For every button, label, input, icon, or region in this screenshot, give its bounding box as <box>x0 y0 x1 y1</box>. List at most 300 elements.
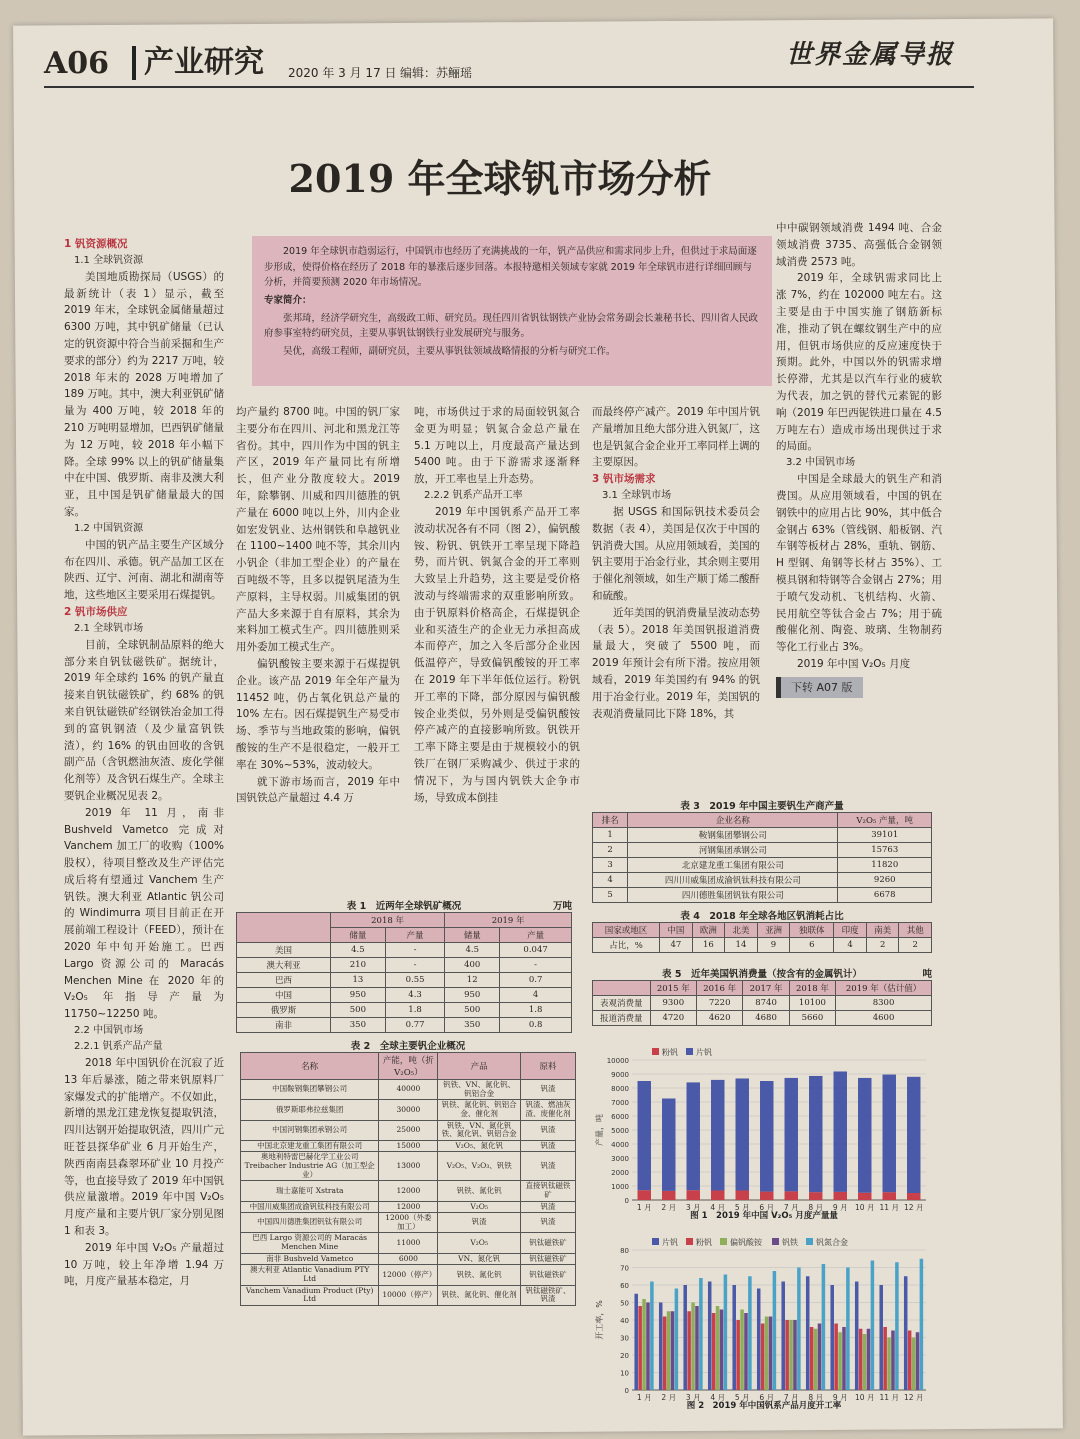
y-tick-label: 9000 <box>611 1071 629 1079</box>
table-row <box>241 1201 576 1213</box>
x-tick-label: 6 月 <box>759 1203 775 1212</box>
table-cell: 13 <box>330 973 385 988</box>
table-cell: 9300 <box>650 996 696 1011</box>
x-tick-label: 4 月 <box>710 1203 726 1212</box>
table-row <box>237 988 572 1003</box>
x-tick-label: 12 月 <box>904 1393 924 1402</box>
paragraph: 中国是全球最大的钒生产和消费国。从应用领域看，中国的钒在钢铁中的应用占比 90%，其中低合金钢占 63%（管线钢、船板钢、汽车钢等板材占 28%，重轨、钢筋、H 型钢、角钢等长材占 35%）、工模具钢和特钢等合金钢占 27%；用于喷气发动机、飞机结构、火箭、民用航空等钛合金占 7%；用于硫酸催化剂、陶瓷、玻璃、生物制药等化工行业占 3%。 <box>776 473 942 654</box>
paragraph: 2019 年，全球钒需求同比上涨 7%，约在 102000 吨左右。这主要是由于中国实施了钢筋新标准，推动了钒在螺纹钢生产中的应用，但钒市场供应的反应速度快于预期。此外，中国以外的钒需求增长停滞，尤其是以汽车行业的疲软为代表，加之钒的替代元素铌的影响（2019 年巴西铌铁进口量在 4.5 万吨左右）造成市场出现供过于求的局面。 <box>776 272 942 453</box>
bar <box>663 1317 667 1391</box>
bar <box>916 1332 920 1390</box>
table-cell: 5660 <box>789 1011 835 1026</box>
bar <box>765 1317 769 1391</box>
table-cell: 4 <box>593 873 628 888</box>
bar <box>867 1329 871 1390</box>
summary-intro: 2019 年全球钒市趋弱运行，中国钒市也经历了充满挑战的一年，钒产品供应和需求同步上升，但供过于求局面逐步形成，使得价格在经历了 2018 年的暴涨后逐步回落。本报特邀相关领域专家就 2019 年全球钒市进行详细回顾与分析，并简要预测 2020 年市场情况。 <box>264 246 757 289</box>
bar <box>907 1193 920 1200</box>
section-heading: 3.2 中国钒市场 <box>786 457 856 469</box>
paragraph: 中国的钒产品主要生产区域分布在四川、承德。钒产品加工区在陕西、辽宁、河南、湖北和湖南等地，这些地区主要采用石煤提钒。 <box>64 538 224 602</box>
bar <box>711 1190 724 1200</box>
paragraph: 2018 年中国钒价在沉寂了近 13 年后暴涨，随之带来钒原料厂家爆发式的扩能增产。不仅如此，新增的黑龙江建龙恢复提取钒渣，四川达钢开始提取钒渣，四川广元旺苍县探华矿业 6 月开始生产，陕西南南县森翠环矿业 10 月投产等，也直接导致了 2019 年中国钒供应量激增。2019 年中国 V₂O₅ 月度产量和主要片钒厂家分别见图 1 和表 3。 <box>64 1057 224 1238</box>
bar <box>834 1192 847 1200</box>
chart-title: 图 2 2019 年中国钒系产品月度开工率 <box>686 1401 842 1411</box>
table-cell: 北京建龙重工集团有限公司 <box>628 858 838 873</box>
paragraph: 2019 年中国 V₂O₅ 月度 <box>797 657 911 670</box>
y-axis-label: 产量，吨 <box>595 1114 604 1146</box>
table-cell: 7220 <box>697 996 743 1011</box>
table-row <box>237 1003 572 1018</box>
table-cell: 钒渣 <box>520 1152 575 1181</box>
bar <box>912 1338 916 1391</box>
x-tick-label: 12 月 <box>904 1203 924 1212</box>
x-tick-label: 11 月 <box>879 1393 899 1402</box>
column-3 <box>414 404 580 806</box>
y-tick-label: 50 <box>620 1299 629 1308</box>
bar <box>814 1329 818 1390</box>
bar <box>695 1306 699 1390</box>
section-heading: 3.1 全球钒市场 <box>602 489 672 501</box>
table-header: 2018 年 <box>789 981 835 996</box>
table-cell: 4620 <box>697 1011 743 1026</box>
table-cell: 河钢集团承钢公司 <box>628 843 838 858</box>
table-cell: 2 <box>899 938 932 953</box>
legend-swatch <box>686 1048 693 1055</box>
paragraph: 据 USGS 和国际钒技术委员会数据（表 4），美国是仅次于中国的钒消费大国。从应用领域看，美国的钒主要用于冶金行业，其余则主要用于催化剂领域，如生产顺丁烯二酸酐和硫酸。 <box>592 505 760 602</box>
table-cell: 钒铁、VN、氮化钒、钒铝合金 <box>438 1080 521 1100</box>
table-cell: 15000 <box>379 1140 438 1152</box>
table-unit: 吨 <box>922 969 932 980</box>
legend-label: 粉钒 <box>696 1238 712 1247</box>
table-cell: 俄罗斯 <box>237 1003 331 1018</box>
y-tick-label: 5000 <box>611 1127 629 1135</box>
table-cell: 4.5 <box>330 943 385 958</box>
table-cell: 4.3 <box>385 988 444 1003</box>
table-cell: 南非 Bushveld Vametco <box>241 1253 379 1265</box>
bar <box>855 1282 859 1391</box>
table-cell: 13000 <box>379 1152 438 1181</box>
table-caption: 表 2 全球主要钒企业概况 <box>350 1041 466 1052</box>
table-cell: 350 <box>330 1018 385 1033</box>
y-tick-label: 10 <box>620 1369 629 1378</box>
table-cell: 4 <box>834 938 867 953</box>
table-row <box>241 1285 576 1305</box>
section-heading: 2 钒市场供应 <box>64 605 128 618</box>
table-header: 中国 <box>660 923 693 938</box>
bar <box>907 1077 920 1193</box>
table-cell: 9 <box>757 938 790 953</box>
bar <box>887 1338 891 1391</box>
bar <box>773 1271 777 1390</box>
table-cell: 12000 <box>379 1181 438 1201</box>
table-cell: 鞍钢集团攀钢公司 <box>628 828 838 843</box>
table-3 <box>592 798 932 903</box>
y-tick-label: 80 <box>620 1247 629 1255</box>
table-row <box>241 1100 576 1120</box>
section-heading: 3 钒市场需求 <box>592 473 656 486</box>
bar <box>793 1320 797 1390</box>
bar <box>785 1320 789 1390</box>
table-cell: 钒钛磁铁矿、钒渣 <box>520 1285 575 1305</box>
bar <box>895 1262 899 1390</box>
table-header: 排名 <box>593 813 628 828</box>
table-cell: 中国河钢集团承钢公司 <box>241 1120 379 1140</box>
column-2 <box>236 404 400 807</box>
bar <box>846 1268 850 1391</box>
bar <box>883 1327 887 1390</box>
bar <box>810 1327 814 1390</box>
column-4 <box>592 404 760 722</box>
table-header: 产能，吨（折 V₂O₅） <box>379 1053 438 1080</box>
bar <box>883 1075 896 1193</box>
legend-label: 片钒 <box>662 1238 678 1247</box>
table-cell: 占比，% <box>593 938 660 953</box>
x-tick-label: 9 月 <box>832 1393 848 1402</box>
paragraph: 目前，全球钒制品原料的绝大部分来自钒钛磁铁矿。据统计，2019 年全球约 16% 的钒产量直接来自钒钛磁铁矿，约 68% 的钒来自钒钛磁铁矿经钢铁冶金加工得到的富钒钢渣（及少量富钒铁渣），约 16% 的钒由回收的含钒副产品（含钒燃油灰渣、废化学催化剂等）及含钒石煤生产。全球主要钒企业概况见表 2。 <box>64 638 224 802</box>
table-cell: V₂O₅、V₂O₃、钒铁 <box>438 1152 521 1181</box>
bar <box>863 1334 867 1390</box>
table-cell: 12000（外委加工） <box>379 1213 438 1233</box>
bar <box>908 1331 912 1391</box>
table-cell: 钒铁、氮化钒 <box>438 1265 521 1285</box>
table-cell: 40000 <box>379 1080 438 1100</box>
table-2-grid <box>240 1052 576 1306</box>
bar <box>638 1081 651 1190</box>
table-cell: 0.047 <box>500 943 572 958</box>
table-cell: - <box>385 958 444 973</box>
x-tick-label: 3 月 <box>685 1393 701 1402</box>
table-cell: 钒铁、氮化钒、钒铝合金、催化剂 <box>438 1100 521 1120</box>
table-row <box>241 1213 576 1233</box>
x-tick-label: 5 月 <box>734 1393 750 1402</box>
table-cell: 钒钛磁铁矿 <box>520 1265 575 1285</box>
table-header: 印度 <box>834 923 867 938</box>
table-header: 企业名称 <box>628 813 838 828</box>
section-heading: 2.2 中国钒市场 <box>74 1025 144 1037</box>
table-cell: 奥地利特雷巴赫化学工业公司 Treibacher Industrie AG（加工型企业） <box>241 1152 379 1181</box>
section-heading: 1 钒资源概况 <box>64 238 128 250</box>
chart-title: 图 1 2019 年中国 V₂O₅ 月度产量量 <box>690 1211 838 1221</box>
table-caption: 表 5 近年美国钒消费量（按含有的金属钒计） <box>662 969 862 980</box>
table-cell: 8300 <box>836 996 932 1011</box>
y-tick-label: 2000 <box>611 1169 629 1177</box>
table-cell: 11820 <box>838 858 932 873</box>
table-cell: 中国四川德胜集团钒钛有限公司 <box>241 1213 379 1233</box>
table-cell: 6 <box>790 938 834 953</box>
bar <box>687 1190 700 1200</box>
table-5-grid <box>592 980 932 1026</box>
table-cell: 4720 <box>650 1011 696 1026</box>
legend-label: 偏钒酸铵 <box>730 1238 762 1247</box>
table-cell: 12000 <box>379 1201 438 1213</box>
y-tick-label: 0 <box>624 1197 629 1205</box>
table-1-grid <box>236 912 572 1033</box>
table-cell: 俄罗斯耶弗拉兹集团 <box>241 1100 379 1120</box>
y-tick-label: 20 <box>620 1352 629 1360</box>
table-corner <box>593 981 651 996</box>
table-cell: 2 <box>593 843 628 858</box>
paragraph: 2019 年中国钒系产品开工率波动状况各有不同（图 2），偏钒酸铵、粉钒、钒铁开工率呈现下降趋势，而片钒、钒氮合金的开工率则大致呈上升趋势，这主要是受价格波动与终端需求的双重影响所致。由于钒原料价格高企，石煤提钒企业和买渣生产的企业无力承担高成本而停产，加之入冬后部分企业因低温停产，导致偏钒酸铵的开工率在 2019 年下半年低位运行。粉钒开工率的下降，部分原因与偏钒酸铵企业类似，另外则是受偏钒酸铵停产减产的直接影响所致。钒铁开工率下降主要是由于规模较小的钒铁厂在钢厂采购减少、供过于求的情况下，为与国内钒铁大企争市场，导致成本倒挂 <box>414 505 580 804</box>
column-1 <box>64 236 224 1290</box>
table-header: 2017 年 <box>743 981 789 996</box>
table-cell: 中国川威集团成渝钒钛科技有限公司 <box>241 1201 379 1213</box>
table-cell: 6678 <box>838 888 932 903</box>
table-cell: 钒渣、燃油灰渣、废催化剂 <box>520 1100 575 1120</box>
bar <box>716 1306 720 1390</box>
table-cell: - <box>385 943 444 958</box>
table-row <box>241 1181 576 1201</box>
x-tick-label: 7 月 <box>783 1393 799 1402</box>
table-cell: 美国 <box>237 943 331 958</box>
editor-credit: 编辑：苏鲡瑶 <box>400 66 473 80</box>
x-tick-label: 11 月 <box>879 1203 899 1212</box>
table-cell: 0.77 <box>385 1018 444 1033</box>
header-rule <box>44 86 974 88</box>
article-title: 2019 年全球钒市场分析 <box>288 156 712 201</box>
table-cell: VN、氮化钒 <box>438 1253 521 1265</box>
table-cell: 钒渣 <box>520 1213 575 1233</box>
bar <box>806 1276 810 1390</box>
section-title: 产业研究 <box>132 46 264 80</box>
table-cell: 钒铁、VN、氮化钒铁、氮化钒、钒铝合金 <box>438 1120 521 1140</box>
table-row <box>593 858 932 873</box>
x-tick-label: 2 月 <box>661 1393 677 1402</box>
table-cell: 0.7 <box>500 973 572 988</box>
bar <box>760 1081 773 1192</box>
paragraph: 均产量约 8700 吨。中国的钒厂家主要分布在四川、河北和黑龙江等省份。其中，四川作为中国的钒主产区，2019 年产量同比有所增长，但产业分散度较大。2019 年，除攀钢、川威和四川德胜的钒产量在 6000 吨以上外，川内企业如宏发钒业、达州钢铁和阜越钒业在 1100~1400 吨不等，其余川内小钒企（非加工型企业）的产量在百吨级不等，且多以提钒尾渣为生产原料，主导权弱。川威集团的钒产品大多来源于自有原料，其余为来料加工模式生产。四川德胜则采用外委加工模式生产。 <box>236 406 400 654</box>
bar <box>736 1078 749 1190</box>
table-cell: 钒铁、氮化钒 <box>438 1181 521 1201</box>
table-4 <box>592 908 932 953</box>
y-tick-label: 60 <box>620 1282 629 1290</box>
table-cell: 9260 <box>838 873 932 888</box>
table-cell: 钒渣 <box>520 1120 575 1140</box>
bar <box>761 1324 765 1391</box>
table-cell: 2 <box>866 938 899 953</box>
y-tick-label: 6000 <box>611 1113 629 1121</box>
table-header: 2015 年 <box>650 981 696 996</box>
x-tick-label: 6 月 <box>759 1393 775 1402</box>
table-cell: 12000（停产） <box>379 1265 438 1285</box>
table-cell: 47 <box>660 938 693 953</box>
bar <box>904 1276 908 1390</box>
bar <box>842 1327 846 1390</box>
table-row <box>593 996 932 1011</box>
table-caption: 表 3 2019 年中国主要钒生产商产量 <box>680 801 844 812</box>
table-header: 2016 年 <box>697 981 743 996</box>
bar <box>769 1317 773 1391</box>
column-5-body <box>776 220 942 673</box>
table-cell: 15763 <box>838 843 932 858</box>
table-cell: 四川川威集团成渝钒钛科技有限公司 <box>628 873 838 888</box>
x-tick-label: 10 月 <box>855 1203 875 1212</box>
table-cell: 钒渣 <box>520 1201 575 1213</box>
table-cell: 南非 <box>237 1018 331 1033</box>
table-cell: 950 <box>445 988 500 1003</box>
table-caption: 表 4 2018 年全球各地区钒消耗占比 <box>680 911 844 922</box>
bar <box>662 1099 675 1191</box>
table-row <box>241 1140 576 1152</box>
paragraph: 中中碳钢领域消费 1494 吨、合金领域消费 3735、高强低合金钢领域消费 2573 吨。 <box>776 222 942 268</box>
x-tick-label: 9 月 <box>832 1203 848 1212</box>
x-tick-label: 8 月 <box>808 1203 824 1212</box>
column-5 <box>776 220 942 698</box>
table-cell: 0.55 <box>385 973 444 988</box>
table-header: 2019 年 <box>445 913 572 928</box>
bar <box>785 1191 798 1200</box>
bar <box>687 1082 700 1190</box>
table-row <box>241 1253 576 1265</box>
bar <box>785 1078 798 1191</box>
y-tick-label: 70 <box>620 1264 629 1273</box>
legend-swatch <box>772 1238 779 1245</box>
table-cell: 4680 <box>743 1011 789 1026</box>
section-heading: 1.2 中国钒资源 <box>74 522 144 534</box>
table-cell: 1 <box>593 828 628 843</box>
table-cell: 6000 <box>379 1253 438 1265</box>
bar <box>838 1332 842 1390</box>
table-cell: 950 <box>330 988 385 1003</box>
table-cell: V₂O₅、氮化钒 <box>438 1140 521 1152</box>
bar <box>720 1310 724 1391</box>
table-cell: 巴西 Largo 资源公司的 Maracás Menchen Mine <box>241 1233 379 1253</box>
table-cell: 11000 <box>379 1233 438 1253</box>
table-cell: 30000 <box>379 1100 438 1120</box>
table-cell: V₂O₅ <box>438 1233 521 1253</box>
table-cell: 25000 <box>379 1120 438 1140</box>
table-2 <box>240 1038 576 1306</box>
expert-bio: 张邦琦，经济学研究生，高级政工师、研究员。现任四川省钒钛钢铁产业协会常务副会长兼秘书长、四川省人民政府参事室特约研究员，主要从事钒钛钢铁行业发展研究与服务。 <box>264 312 759 340</box>
table-header: 亚洲 <box>757 923 790 938</box>
bar <box>740 1310 744 1391</box>
bar <box>760 1192 773 1200</box>
issue-date: 2020 年 3 月 17 日 <box>288 66 397 80</box>
section-heading: 2.1 全球钒市场 <box>74 622 144 634</box>
bar <box>662 1191 675 1200</box>
figure-1-chart <box>592 1040 936 1222</box>
table-cell: 钒铁、氮化钒、催化剂 <box>438 1285 521 1305</box>
table-cell: 钒渣 <box>520 1140 575 1152</box>
table-cell: 1.8 <box>385 1003 444 1018</box>
turn-page-note: 下转 A07 版 <box>776 677 863 699</box>
bar <box>675 1289 679 1391</box>
legend-label: 片钒 <box>696 1048 712 1057</box>
bar <box>809 1192 822 1200</box>
table-cell: 澳大利亚 Atlantic Vanadium PTY Ltd <box>241 1265 379 1285</box>
bar <box>724 1275 728 1391</box>
table-cell: 钒钛磁铁矿 <box>520 1233 575 1253</box>
table-cell: 5 <box>593 888 628 903</box>
y-tick-label: 7000 <box>611 1099 629 1107</box>
table-header: V₂O₅ 产量，吨 <box>838 813 932 828</box>
x-tick-label: 8 月 <box>808 1393 824 1402</box>
bar <box>809 1076 822 1192</box>
table-cell: 1.8 <box>500 1003 572 1018</box>
bar <box>667 1311 671 1390</box>
legend-swatch <box>686 1238 693 1245</box>
bar <box>736 1320 740 1390</box>
table-cell: 3 <box>593 858 628 873</box>
table-1 <box>236 898 572 1033</box>
table-cell: 4600 <box>836 1011 932 1026</box>
table-header: 2019 年（估计值） <box>836 981 932 996</box>
table-3-grid <box>592 812 932 903</box>
table-cell: 4 <box>500 988 572 1003</box>
table-header: 产品 <box>438 1053 521 1080</box>
bar <box>891 1331 895 1391</box>
y-tick-label: 10000 <box>606 1057 629 1065</box>
table-cell: 12 <box>445 973 500 988</box>
legend-label: 钒氮合金 <box>816 1238 848 1247</box>
table-cell: 500 <box>330 1003 385 1018</box>
bar <box>797 1268 801 1391</box>
table-cell: V₂O₅ <box>438 1201 521 1213</box>
table-row <box>237 973 572 988</box>
bar <box>858 1078 871 1193</box>
x-tick-label: 7 月 <box>783 1203 799 1212</box>
table-cell: 400 <box>445 958 500 973</box>
table-header: 原料 <box>520 1053 575 1080</box>
table-subheader: 储量 <box>330 928 385 943</box>
bar <box>748 1276 752 1390</box>
table-header: 2018 年 <box>330 913 444 928</box>
bar <box>646 1303 650 1391</box>
table-header: 名称 <box>241 1053 379 1080</box>
table-cell: 钒渣 <box>520 1080 575 1100</box>
masthead-logo: 世界金属导报 <box>786 40 955 70</box>
legend-swatch <box>720 1238 727 1245</box>
y-axis-label: 开工率，% <box>595 1300 604 1340</box>
y-tick-label: 3000 <box>611 1155 629 1163</box>
table-header: 南美 <box>866 923 899 938</box>
y-tick-label: 8000 <box>611 1085 629 1093</box>
legend-swatch <box>652 1238 659 1245</box>
bar <box>736 1190 749 1200</box>
table-row-label: 报道消费量 <box>593 1011 651 1026</box>
bar <box>712 1313 716 1390</box>
table-caption: 表 1 近两年全球钒矿概况 <box>346 901 462 912</box>
table-header: 国家或地区 <box>593 923 660 938</box>
table-cell: 14 <box>725 938 758 953</box>
section-heading: 2.2.1 钒系产品产量 <box>74 1041 163 1053</box>
legend-swatch <box>806 1238 813 1245</box>
table-cell: 巴西 <box>237 973 331 988</box>
y-tick-label: 30 <box>620 1334 629 1343</box>
table-cell: 10000（停产） <box>379 1285 438 1305</box>
bar <box>687 1311 691 1390</box>
bar <box>920 1259 924 1390</box>
table-cell: 16 <box>692 938 725 953</box>
table-row <box>593 873 932 888</box>
table-cell: 瑞士嘉能可 Xstrata <box>241 1181 379 1201</box>
legend-label: 钒铁 <box>782 1238 798 1247</box>
table-row <box>241 1233 576 1253</box>
bar <box>789 1320 793 1390</box>
table-subheader: 产量 <box>500 928 572 943</box>
paragraph: 近年美国的钒消费量呈波动态势（表 5）。2018 年美国钒报道消费量最大，突破了 5500 吨，而 2019 年预计会有所下滑。按应用领域看，2019 年美国约有 94% 的钒用于冶金行业。2019 年，美国钒的表观消费量同比下降 18%，其 <box>592 606 760 720</box>
y-tick-label: 4000 <box>611 1141 629 1149</box>
table-5 <box>592 966 932 1026</box>
bar <box>638 1190 651 1200</box>
bar <box>830 1285 834 1390</box>
table-cell: 500 <box>445 1003 500 1018</box>
bar <box>781 1282 785 1391</box>
table-row <box>237 943 572 958</box>
table-cell: 中国鞍钢集团攀钢公司 <box>241 1080 379 1100</box>
page-code: A06 <box>44 46 110 81</box>
bar <box>708 1282 712 1391</box>
table-corner <box>237 913 331 943</box>
table-row <box>237 958 572 973</box>
